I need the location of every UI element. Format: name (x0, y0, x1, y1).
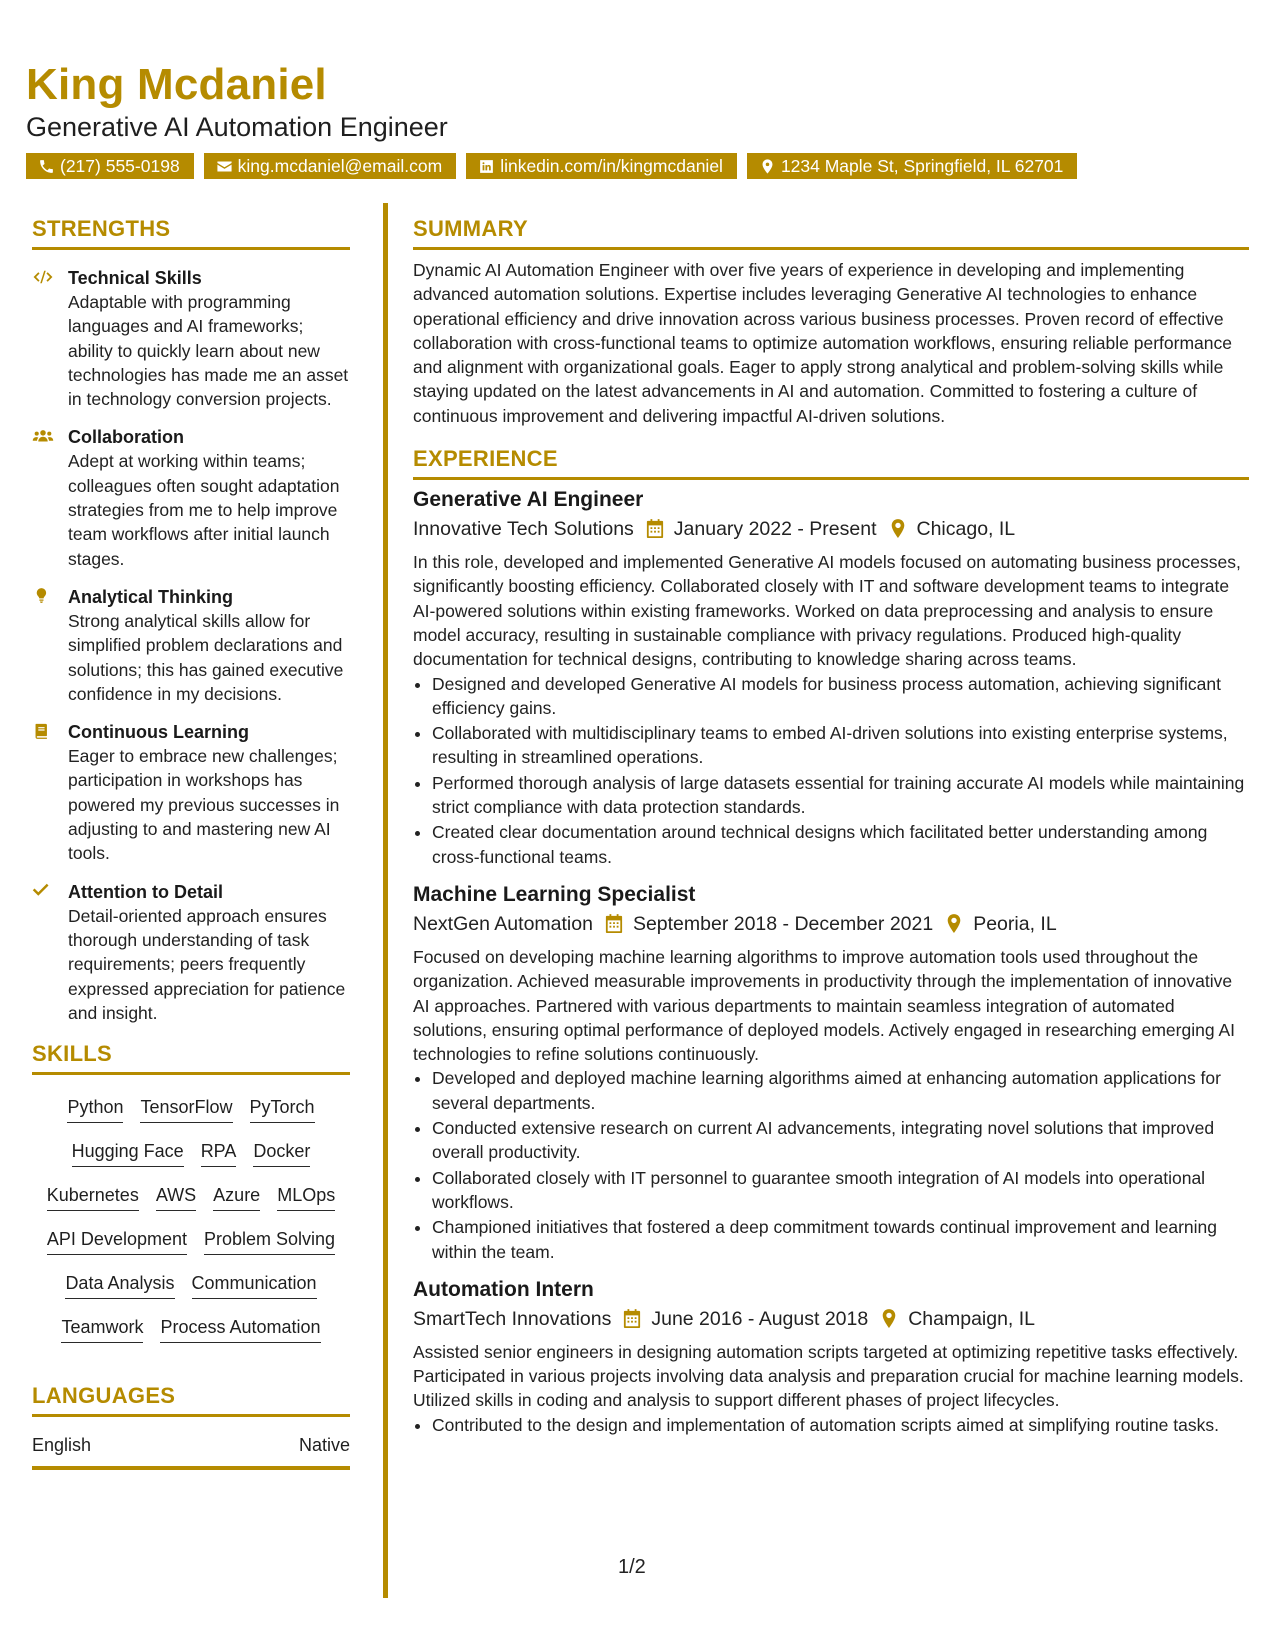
job-meta (413, 514, 1249, 544)
job-bullet: • Collaborated with multidisciplinary teams to embed AI-driven solutions into existing enterprise systems, resulting in streamlined operations. (432, 721, 1249, 770)
contact-address (747, 153, 1077, 179)
job-description: Assisted senior engineers in designing automation scripts targeted at optimizing repetitive tasks effectively. Participated in various projects involving data analysis and preparation crucial for machine learning models. Utilized skills in coding and analysis to support different phases of project lifecycles. (413, 1341, 1244, 1411)
lightbulb-icon (32, 587, 54, 605)
job-bullets (413, 1066, 1249, 1263)
skills-list (32, 1093, 350, 1343)
skill-tag: Communication (192, 1271, 317, 1299)
contact-linkedin-text: linkedin.com/in/kingmcdaniel (500, 156, 723, 176)
strength-title: Collaboration (68, 427, 184, 448)
job-company: SmartTech Innovations (413, 1307, 612, 1330)
summary-text: Dynamic AI Automation Engineer with over five years of experience in developing and implementing advanced automation solutions. Expertise includes leveraging Generative AI technologies to enhance operational efficiency and drive innovation across various business processes. Proven record of effective collaboration with cross-functional teams to optimize automation workflows, ensuring reliable performance and alignment with organizational goals. Eager to apply strong analytical and problem-solving skills while staying updated on the latest advancements in AI and automation. Committed to fostering a culture of continuous improvement and delivering impactful AI-driven solutions. (413, 260, 1232, 426)
code-icon (32, 268, 54, 286)
map-marker-icon (889, 519, 907, 539)
strength-title: Continuous Learning (68, 722, 249, 743)
phone-icon (38, 158, 55, 175)
language-name: English (32, 1435, 92, 1456)
skill-tag: Hugging Face (72, 1139, 184, 1167)
job-meta (413, 909, 1249, 939)
skill-tag: TensorFlow (140, 1095, 232, 1123)
strength-desc: Strong analytical skills allow for simplified problem declarations and solutions; this has gained executive confidence in my decisions. (68, 610, 344, 704)
left-column (32, 216, 350, 1470)
contact-phone-text: (217) 555-0198 (60, 156, 180, 176)
job-bullet: • Championed initiatives that fostered a deep commitment towards continual improvement and learning within the team. (432, 1215, 1249, 1264)
job-company: NextGen Automation (413, 912, 593, 935)
skill-tag: Process Automation (160, 1315, 320, 1343)
strength-desc: Adept at working within teams; colleagues often sought adaptation strategies from me to help improve team workflows after initial launch stages. (68, 451, 340, 569)
calendar-icon (646, 519, 664, 539)
job-title: Machine Learning Specialist (413, 882, 696, 906)
job-bullet: • Created clear documentation around technical designs which facilitated better understanding among cross-functional teams. (432, 820, 1249, 869)
job-location: Peoria, IL (973, 912, 1057, 935)
strength-desc: Adaptable with programming languages and AI frameworks; ability to quickly learn about new technologies has made me an asset in technology conversion projects. (68, 292, 349, 410)
contact-linkedin[interactable] (466, 153, 737, 179)
skill-tag: RPA (201, 1139, 237, 1167)
check-icon (32, 882, 54, 900)
skill-tag: API Development (47, 1227, 187, 1255)
job-description: In this role, developed and implemented Generative AI models focused on automating business processes, significantly boosting efficiency. Collaborated closely with IT and software development teams to integrate AI-powered solutions within existing frameworks. Worked on data preprocessing and analysis to ensure model accuracy, resulting in sustainable compliance with privacy regulations. Produced high-quality documentation for technical designs, contributing to knowledge sharing across teams. (413, 552, 1241, 670)
calendar-icon (605, 914, 623, 934)
job-bullet: • Collaborated closely with IT personnel to guarantee smooth integration of AI models into operational workflows. (432, 1166, 1249, 1215)
strength-item (32, 266, 350, 411)
skill-tag: PyTorch (250, 1095, 315, 1123)
skill-tag: Kubernetes (47, 1183, 139, 1211)
job-bullet: • Designed and developed Generative AI models for business process automation, achieving significant efficiency gains. (432, 672, 1249, 721)
page-number: 1/2 (618, 1556, 646, 1578)
job-entry (413, 486, 1249, 869)
languages-heading: LANGUAGES (32, 1383, 350, 1417)
job-meta (413, 1304, 1249, 1334)
job-bullets (413, 672, 1249, 869)
skills-heading: SKILLS (32, 1041, 350, 1075)
job-dates: September 2018 - December 2021 (632, 912, 934, 935)
experience-heading: EXPERIENCE (413, 446, 1249, 480)
strength-title: Attention to Detail (68, 881, 223, 902)
job-dates: January 2022 - Present (673, 518, 877, 541)
contact-address-text: 1234 Maple St, Springfield, IL 62701 (780, 156, 1064, 176)
language-level: Native (298, 1435, 350, 1456)
strength-title: Analytical Thinking (68, 586, 234, 607)
map-marker-icon (880, 1309, 898, 1329)
skill-tag: Data Analysis (65, 1271, 174, 1299)
job-location: Champaign, IL (908, 1307, 1036, 1330)
summary-heading: SUMMARY (413, 216, 1249, 250)
skill-tag: Teamwork (61, 1315, 143, 1343)
strengths-heading: STRENGTHS (32, 216, 350, 250)
job-location: Chicago, IL (916, 518, 1016, 541)
skill-tag: Python (67, 1095, 123, 1123)
right-column (413, 216, 1249, 1449)
contact-phone[interactable] (26, 153, 194, 179)
strength-desc: Detail-oriented approach ensures thorough understanding of task requirements; peers frequently expressed appreciation for patience and insight. (68, 905, 346, 1023)
calendar-icon (623, 1309, 641, 1329)
job-title: Automation Intern (413, 1277, 594, 1301)
skill-tag: Problem Solving (204, 1227, 335, 1255)
users-icon (32, 427, 54, 445)
map-marker-icon (759, 158, 776, 175)
strength-item (32, 585, 350, 706)
job-bullets (413, 1413, 1249, 1437)
contact-bar (26, 153, 1077, 179)
candidate-name: King Mcdaniel (26, 60, 327, 109)
candidate-title: Generative AI Automation Engineer (26, 112, 448, 142)
skill-tag: Azure (213, 1183, 260, 1211)
contact-email[interactable] (204, 153, 457, 179)
job-entry (413, 1276, 1249, 1437)
job-bullet: • Contributed to the design and implementation of automation scripts aimed at simplifying routine tasks. (432, 1413, 1249, 1437)
envelope-icon (216, 158, 233, 175)
job-title: Generative AI Engineer (413, 488, 644, 512)
skill-tag: MLOps (277, 1183, 335, 1211)
job-bullet: • Developed and deployed machine learning algorithms aimed at enhancing automation applications for several departments. (432, 1066, 1249, 1115)
book-icon (32, 722, 54, 740)
job-company: Innovative Tech Solutions (413, 518, 634, 541)
job-bullet: • Performed thorough analysis of large datasets essential for training accurate AI models while maintaining strict compliance with data protection standards. (432, 771, 1249, 820)
strength-title: Technical Skills (68, 268, 202, 288)
job-entry (413, 881, 1249, 1264)
job-dates: June 2016 - August 2018 (651, 1307, 869, 1330)
map-marker-icon (945, 914, 963, 934)
skill-tag: Docker (253, 1139, 310, 1167)
strength-item (32, 425, 350, 570)
strength-item (32, 880, 350, 1025)
strength-desc: Eager to embrace new challenges; participation in workshops has powered my previous successes in adjusting to and mastering new AI tools. (68, 746, 340, 864)
contact-email-text: king.mcdaniel@email.com (237, 156, 443, 176)
skill-tag: AWS (156, 1183, 196, 1211)
job-description: Focused on developing machine learning algorithms to improve automation tools used throughout the organization. Achieved measurable improvements in productivity through the implementation of innovative AI approaches. Partnered with various departments to maintain seamless integration of automated solutions, ensuring optimal performance of deployed models. Actively engaged in researching emerging AI technologies to refine solutions continuously. (413, 946, 1236, 1065)
column-divider (383, 203, 388, 1598)
job-bullet: • Conducted extensive research on current AI advancements, integrating novel solutions that improved overall productivity. (432, 1116, 1249, 1165)
language-row (32, 1429, 350, 1470)
strength-item (32, 720, 350, 865)
linkedin-icon (478, 158, 495, 175)
